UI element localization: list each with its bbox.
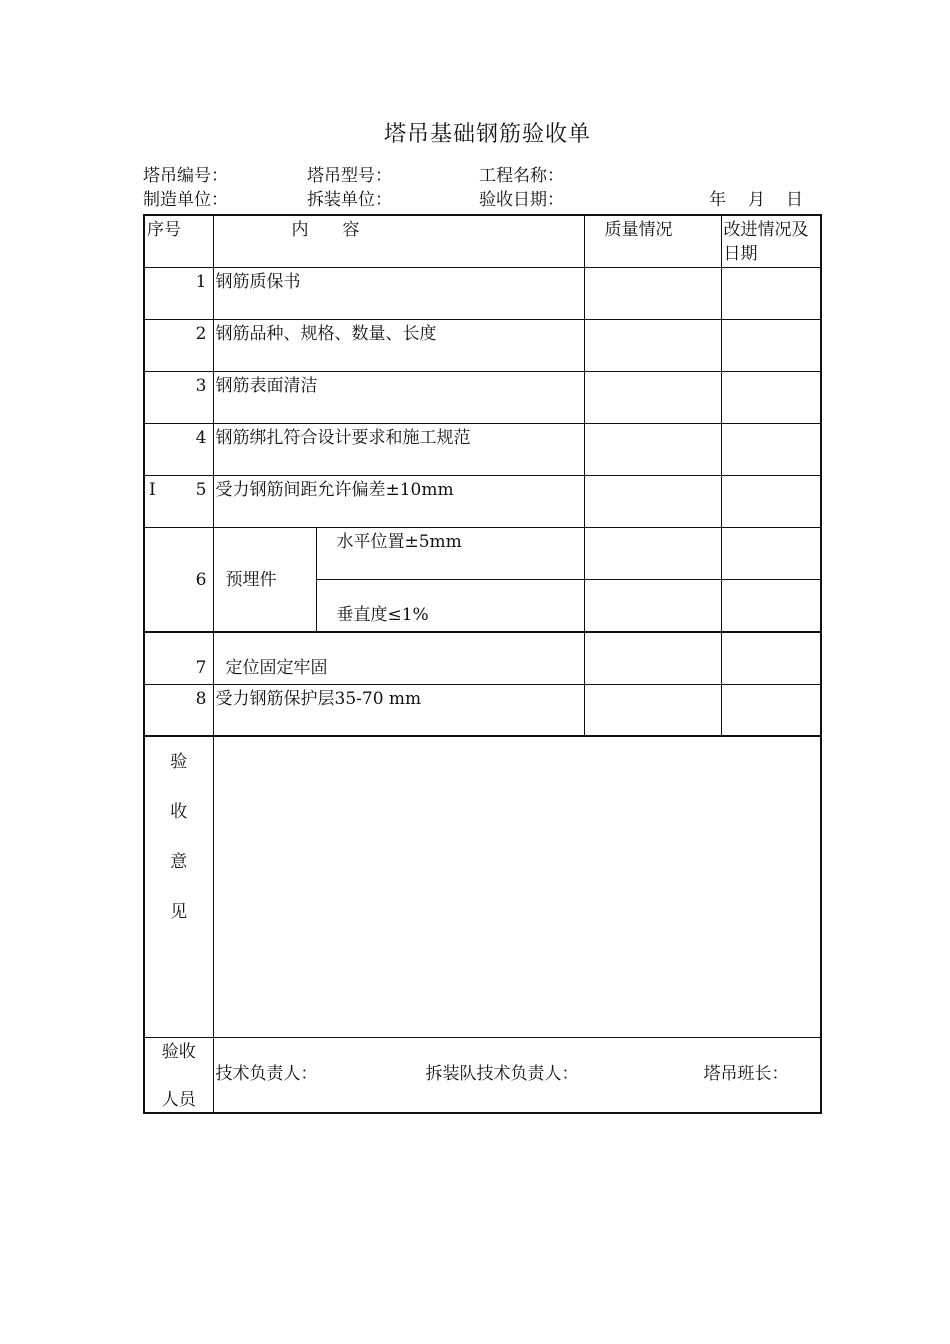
table-row xyxy=(144,527,821,579)
quality-cell[interactable] xyxy=(584,423,721,475)
table-row xyxy=(144,319,821,371)
col-header-improvement: 改进情况及日期 xyxy=(721,215,821,267)
personnel-label-line: 验收 xyxy=(161,1041,196,1062)
row-seq: 7 xyxy=(144,632,213,684)
date-month: 月 xyxy=(748,190,765,210)
quality-cell[interactable] xyxy=(584,319,721,371)
row-seq: 5 xyxy=(195,479,207,500)
table-row xyxy=(144,684,821,736)
table-header-row xyxy=(144,215,821,267)
quality-cell[interactable] xyxy=(584,371,721,423)
installer-label: 拆装单位： xyxy=(307,190,392,210)
page-title: 塔吊基础钢筋验收单 xyxy=(383,122,591,147)
col-header-content: 内 容 xyxy=(213,215,584,267)
row-content: 受力钢筋保护层35-70 mm xyxy=(213,684,584,736)
quality-cell[interactable] xyxy=(584,267,721,319)
improvement-cell[interactable] xyxy=(721,423,821,475)
row-seq: 2 xyxy=(144,319,213,371)
personnel-label xyxy=(144,1037,213,1113)
personnel-label-line: 人员 xyxy=(161,1089,196,1110)
project-name-label: 工程名称： xyxy=(479,166,564,186)
opinion-char: 意 xyxy=(170,852,188,872)
opinion-row xyxy=(144,736,821,1037)
signature-area xyxy=(213,1037,821,1113)
row-subcontent: 水平位置±5mm xyxy=(316,527,584,579)
quality-cell[interactable] xyxy=(584,527,721,579)
opinion-label xyxy=(144,736,213,1037)
row-seq: 4 xyxy=(144,423,213,475)
acceptance-table xyxy=(143,214,822,1114)
row-content: 钢筋绑扎符合设计要求和施工规范 xyxy=(213,423,584,475)
opinion-char: 验 xyxy=(170,752,188,772)
row-seq: 6 xyxy=(144,527,213,632)
table-row xyxy=(144,371,821,423)
improvement-cell[interactable] xyxy=(721,319,821,371)
opinion-char: 收 xyxy=(170,802,188,822)
quality-cell[interactable] xyxy=(584,684,721,736)
row-content: 钢筋品种、规格、数量、长度 xyxy=(213,319,584,371)
improvement-cell[interactable] xyxy=(721,579,821,632)
installer-tech-lead-signature-label: 拆装队技术负责人： xyxy=(425,1063,579,1084)
table-row xyxy=(144,475,821,527)
col-header-seq: 序号 xyxy=(144,215,213,267)
embedded-parts-label: 预埋件 xyxy=(213,527,316,632)
manufacturer-label: 制造单位： xyxy=(143,190,228,210)
row-content: 钢筋质保书 xyxy=(213,267,584,319)
row-mark: I xyxy=(149,479,156,500)
row-seq-cell xyxy=(144,475,213,527)
table-row xyxy=(144,423,821,475)
row-content: 受力钢筋间距允许偏差±10mm xyxy=(213,475,584,527)
opinion-input-area[interactable] xyxy=(213,736,821,1037)
row-subcontent: 垂直度≤1% xyxy=(316,579,584,632)
personnel-row xyxy=(144,1037,821,1113)
quality-cell[interactable] xyxy=(584,475,721,527)
row-content: 定位固定牢固 xyxy=(213,632,584,684)
opinion-char: 见 xyxy=(170,902,188,922)
row-seq: 3 xyxy=(144,371,213,423)
date-year: 年 xyxy=(709,190,726,210)
improvement-cell[interactable] xyxy=(721,527,821,579)
improvement-cell[interactable] xyxy=(721,684,821,736)
row-content: 钢筋表面清洁 xyxy=(213,371,584,423)
quality-cell[interactable] xyxy=(584,632,721,684)
acceptance-date-label: 验收日期： xyxy=(479,190,564,210)
table-row xyxy=(144,632,821,684)
improvement-cell[interactable] xyxy=(721,475,821,527)
improvement-cell[interactable] xyxy=(721,267,821,319)
table-row xyxy=(144,267,821,319)
crane-model-label: 塔吊型号： xyxy=(307,166,392,186)
col-header-quality: 质量情况 xyxy=(584,215,721,267)
improvement-cell[interactable] xyxy=(721,632,821,684)
quality-cell[interactable] xyxy=(584,579,721,632)
row-seq: 1 xyxy=(144,267,213,319)
improvement-cell[interactable] xyxy=(721,371,821,423)
tech-lead-signature-label: 技术负责人： xyxy=(215,1063,318,1084)
row-seq: 8 xyxy=(144,684,213,736)
date-day: 日 xyxy=(786,190,803,210)
crane-foreman-signature-label: 塔吊班长： xyxy=(703,1063,789,1084)
crane-no-label: 塔吊编号： xyxy=(143,166,228,186)
